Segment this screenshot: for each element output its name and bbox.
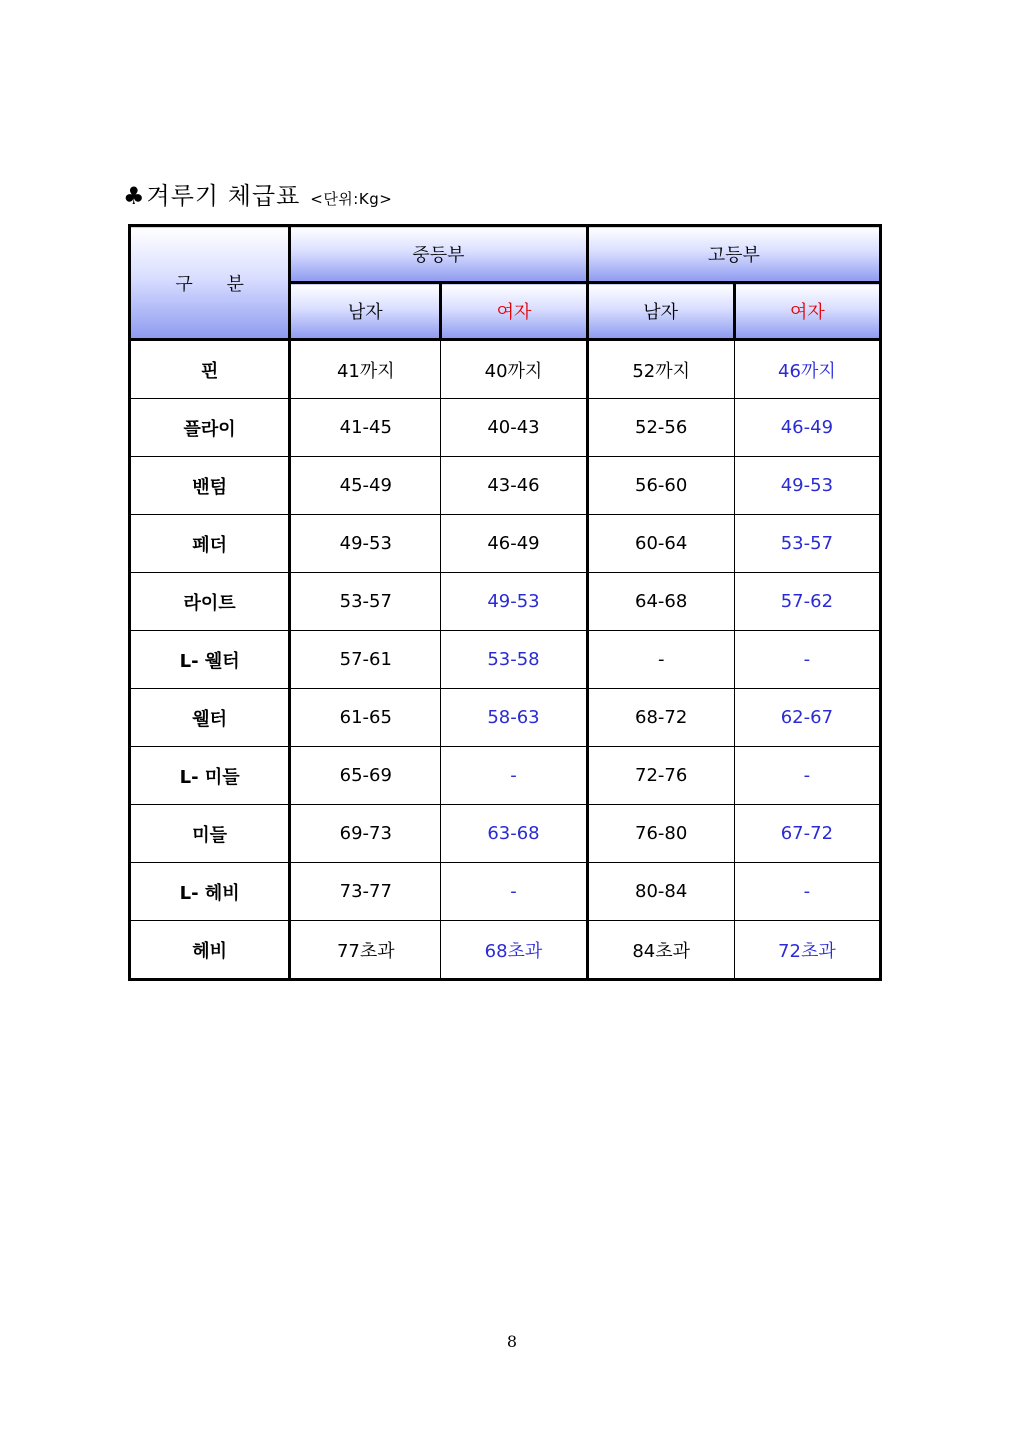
category-cell: L- 미들 [130,747,290,805]
value-cell: 46까지 [734,340,880,399]
value-cell: 63-68 [441,805,587,863]
value-cell: 61-65 [290,689,441,747]
table-row [130,631,881,689]
value-cell: 62-67 [734,689,880,747]
value-cell: 52-56 [587,399,734,457]
value-cell: 52까지 [587,340,734,399]
category-cell: 미들 [130,805,290,863]
table-row [130,689,881,747]
table-row [130,340,881,399]
table-row [130,457,881,515]
value-cell: 41-45 [290,399,441,457]
value-cell: 49-53 [734,457,880,515]
value-cell: 49-53 [441,573,587,631]
category-cell: 라이트 [130,573,290,631]
weight-class-table [128,224,882,981]
value-cell: 60-64 [587,515,734,573]
value-cell: 73-77 [290,863,441,921]
value-cell: 57-62 [734,573,880,631]
value-cell: 53-57 [734,515,880,573]
value-cell: 72초과 [734,921,880,980]
value-cell: 80-84 [587,863,734,921]
table-row [130,921,881,980]
value-cell: 40까지 [441,340,587,399]
club-suit-icon: ♣ [123,182,145,210]
unit-label: <단위:Kg> [310,190,393,208]
value-cell: 67-72 [734,805,880,863]
corner-header: 구 분 [130,226,290,340]
table-row [130,515,881,573]
value-cell: 49-53 [290,515,441,573]
table-row [130,399,881,457]
category-cell: 페더 [130,515,290,573]
value-cell: 43-46 [441,457,587,515]
value-cell: - [734,747,880,805]
subheader-middle-female: 여자 [441,283,587,340]
group-header-high-school: 고등부 [587,226,880,283]
value-cell: 69-73 [290,805,441,863]
value-cell: 64-68 [587,573,734,631]
value-cell: 46-49 [441,515,587,573]
value-cell: 76-80 [587,805,734,863]
table-row [130,573,881,631]
page-number: 8 [506,1332,518,1351]
subheader-high-male: 남자 [587,283,734,340]
table-row [130,863,881,921]
value-cell: 68초과 [441,921,587,980]
value-cell: 56-60 [587,457,734,515]
category-cell: 헤비 [130,921,290,980]
category-cell: 핀 [130,340,290,399]
value-cell: - [734,631,880,689]
category-cell: 밴텀 [130,457,290,515]
value-cell: 53-57 [290,573,441,631]
value-cell: - [441,747,587,805]
value-cell: 46-49 [734,399,880,457]
value-cell: - [734,863,880,921]
value-cell: 68-72 [587,689,734,747]
category-cell: L- 헤비 [130,863,290,921]
document-title [123,176,392,208]
category-cell: 플라이 [130,399,290,457]
category-cell: L- 웰터 [130,631,290,689]
value-cell: - [587,631,734,689]
table-row [130,747,881,805]
subheader-high-female: 여자 [734,283,880,340]
value-cell: 53-58 [441,631,587,689]
title-text: 겨루기 체급표 [146,182,301,210]
value-cell: 77초과 [290,921,441,980]
category-cell: 웰터 [130,689,290,747]
group-header-middle-school: 중등부 [290,226,587,283]
value-cell: 72-76 [587,747,734,805]
table-row [130,805,881,863]
value-cell: 65-69 [290,747,441,805]
value-cell: 84초과 [587,921,734,980]
value-cell: 58-63 [441,689,587,747]
value-cell: 41까지 [290,340,441,399]
value-cell: - [441,863,587,921]
value-cell: 45-49 [290,457,441,515]
value-cell: 40-43 [441,399,587,457]
subheader-middle-male: 남자 [290,283,441,340]
value-cell: 57-61 [290,631,441,689]
